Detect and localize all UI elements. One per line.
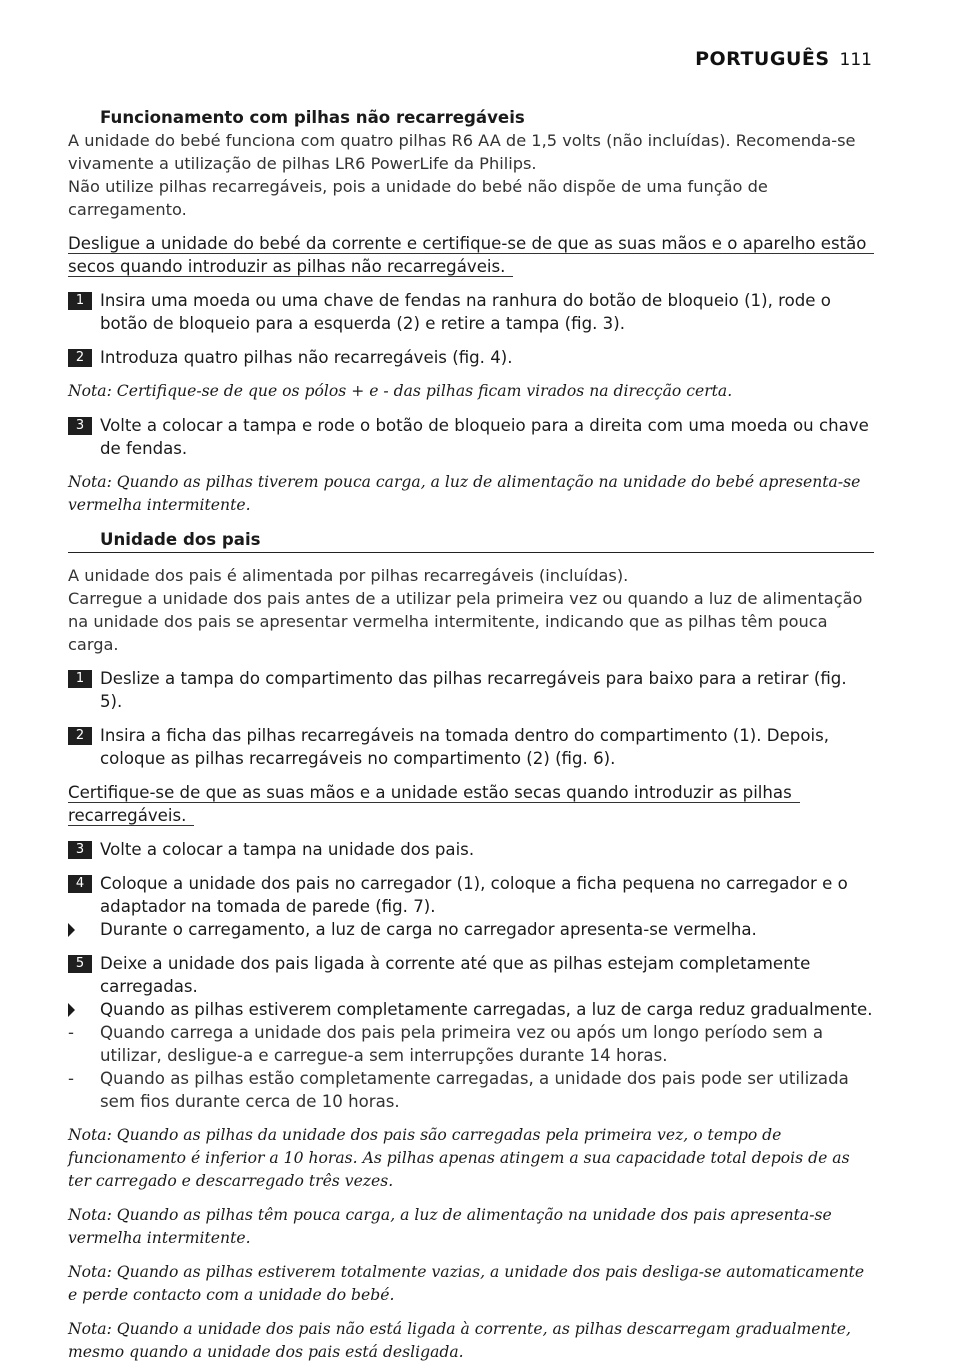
step-number-badge: 3: [68, 417, 92, 435]
step-text: Volte a colocar a tampa e rode o botão de bloqueio para a direita com uma moeda ou chave de fendas.: [100, 416, 869, 458]
section2-step-2: [68, 724, 874, 770]
result-text: Quando as pilhas estiverem completamente carregadas, a luz de carga reduz gradualmente.: [100, 1000, 873, 1019]
dash-text: Quando carrega a unidade dos pais pela primeira vez ou após um longo período sem a utilizar, desligue-a e carregue-a sem interrupções durante 14 horas.: [100, 1023, 824, 1065]
section2-intro-2: Carregue a unidade dos pais antes de a utilizar pela primeira vez ou quando a luz de alimentação na unidade dos pais se apresentar vermelha intermitente, indicando que as pilhas têm pouca carga.: [68, 589, 863, 654]
step-text: Coloque a unidade dos pais no carregador (1), coloque a ficha pequena no carregador e o adaptador na tomada de parede (fig. 7).: [100, 874, 848, 916]
dash-text: Quando as pilhas estão completamente carregadas, a unidade dos pais pode ser utilizada sem fios durante cerca de 10 horas.: [100, 1069, 849, 1111]
section1-step-1: [68, 289, 874, 335]
result-triangle-icon: [68, 923, 75, 937]
result-triangle-icon: [68, 1003, 75, 1017]
section2-step-5: [68, 952, 874, 998]
section1-intro-1: A unidade do bebé funciona com quatro pilhas R6 AA de 1,5 volts (não incluídas). Recomenda-se vivamente a utilização de pilhas LR6 PowerLife da Philips.: [68, 131, 856, 173]
step-number-badge: 2: [68, 727, 92, 745]
section2-step-5-result: [68, 998, 874, 1021]
step-number-badge: 1: [68, 292, 92, 310]
section1-warning: [68, 232, 874, 278]
page-number: 111: [839, 50, 872, 70]
step-text: Deixe a unidade dos pais ligada à corrente até que as pilhas estejam completamente carregadas.: [100, 954, 811, 996]
step-number-badge: 2: [68, 349, 92, 367]
step-text: Deslize a tampa do compartimento das pilhas recarregáveis para baixo para a retirar (fig. 5).: [100, 669, 847, 711]
section2-dash-item-2: [68, 1067, 874, 1113]
step-text: Insira uma moeda ou uma chave de fendas na ranhura do botão de bloqueio (1), rode o botão de bloqueio para a esquerda (2) e retire a tampa (fig. 3).: [100, 291, 831, 333]
section2-note-3: Nota: Quando as pilhas estiverem totalmente vazias, a unidade dos pais desliga-se automaticamente e perde contacto com a unidade do bebé.: [68, 1263, 865, 1304]
section1-note-1: Nota: Certifique-se de que os pólos + e - das pilhas ficam virados na direcção certa.: [68, 382, 733, 400]
section2-note-4: Nota: Quando a unidade dos pais não está ligada à corrente, as pilhas descarregam gradualmente, mesmo quando a unidade dos pais está desligada.: [68, 1320, 851, 1361]
section2-intro-1: A unidade dos pais é alimentada por pilhas recarregáveis (incluídas).: [68, 566, 629, 585]
section1-note-2: Nota: Quando as pilhas tiverem pouca carga, a luz de alimentação na unidade do bebé apresenta-se vermelha intermitente.: [68, 473, 861, 514]
section2-step-4-result: [68, 918, 874, 941]
section2-step-4: [68, 872, 874, 918]
section1-intro-2: Não utilize pilhas recarregáveis, pois a unidade do bebé não dispõe de uma função de carregamento.: [68, 177, 768, 219]
section2-dash-item-1: [68, 1021, 874, 1067]
step-number-badge: 3: [68, 841, 92, 859]
section2-note-1: Nota: Quando as pilhas da unidade dos pais são carregadas pela primeira vez, o tempo de funcionamento é inferior a 10 horas. As pilhas apenas atingem a sua capacidade total depois de as ter carregado e descarregado três vezes.: [68, 1126, 850, 1190]
section2-warning-text: Certifique-se de que as suas mãos e a unidade estão secas quando introduzir as pilhas recarregáveis.: [68, 783, 800, 826]
section1-warning-text: Desligue a unidade do bebé da corrente e certifique-se de que as suas mãos e o aparelho estão secos quando introduzir as pilhas não recarregáveis.: [68, 234, 874, 277]
dash-marker: -: [68, 1023, 74, 1042]
page-content: [68, 106, 874, 1364]
step-number-badge: 1: [68, 670, 92, 688]
step-number-badge: 5: [68, 955, 92, 973]
section2-step-1: [68, 667, 874, 713]
page-header: [695, 48, 872, 70]
section2-note-2: Nota: Quando as pilhas têm pouca carga, a luz de alimentação na unidade dos pais apresenta-se vermelha intermitente.: [68, 1206, 832, 1247]
step-number-badge: 4: [68, 875, 92, 893]
section-title-parent-unit: Unidade dos pais: [68, 528, 874, 553]
dash-marker: -: [68, 1069, 74, 1088]
section1-step-3: [68, 414, 874, 460]
section2-warning: [68, 781, 874, 827]
step-text: Volte a colocar a tampa na unidade dos pais.: [100, 840, 475, 859]
section1-step-2: [68, 346, 874, 369]
section-title-non-rechargeable: Funcionamento com pilhas não recarregáveis: [100, 108, 525, 127]
language-label: PORTUGUÊS: [695, 48, 830, 70]
step-text: Insira a ficha das pilhas recarregáveis na tomada dentro do compartimento (1). Depois, coloque as pilhas recarregáveis no compartimento (2) (fig. 6).: [100, 726, 830, 768]
section2-step-3: [68, 838, 874, 861]
result-text: Durante o carregamento, a luz de carga no carregador apresenta-se vermelha.: [100, 920, 757, 939]
step-text: Introduza quatro pilhas não recarregáveis (fig. 4).: [100, 348, 513, 367]
